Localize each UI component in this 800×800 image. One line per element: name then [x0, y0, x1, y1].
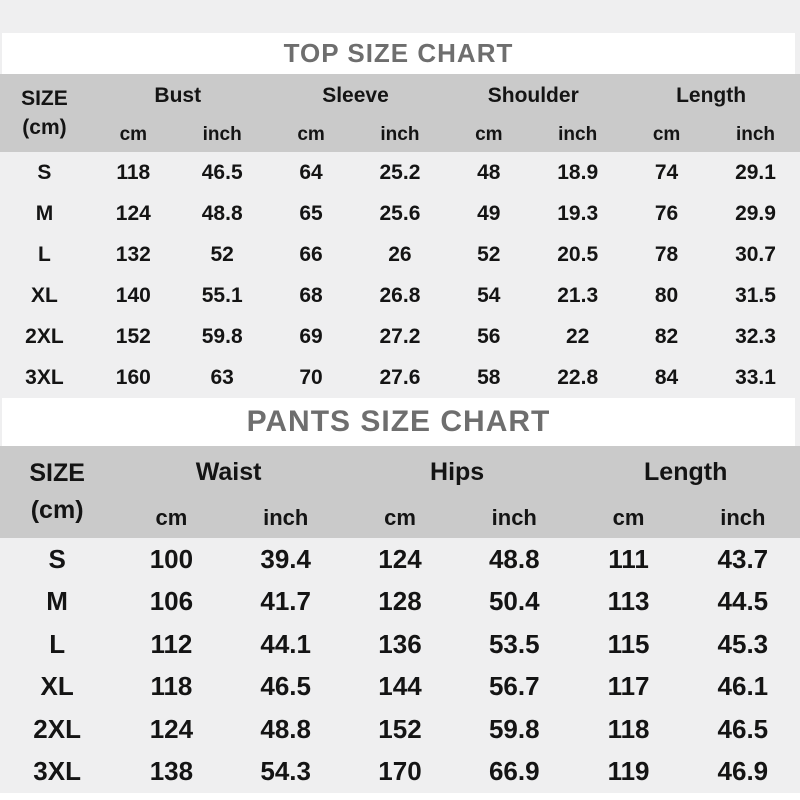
measurement-cell: 152 [115, 324, 151, 348]
measurement-cell: 46.5 [717, 713, 769, 744]
measurement-cell: 21.3 [557, 283, 599, 307]
group-header: Bust [89, 74, 267, 118]
measurement-cell: 25.6 [379, 201, 421, 225]
measurement-cell: 117 [607, 671, 650, 702]
measurement-cell: 160 [115, 365, 151, 389]
measurement-cell: 115 [607, 628, 650, 659]
measurement-cell: 48.8 [201, 201, 243, 225]
size-row-label: S [37, 160, 52, 184]
measurement-cell: 136 [378, 628, 422, 659]
size-row-label: 3XL [25, 365, 64, 389]
measurement-cell: 43.7 [717, 543, 769, 574]
measurement-cell: 128 [378, 586, 422, 617]
measurement-cell: 65 [299, 201, 323, 225]
unit-header-cm: cm [89, 118, 178, 152]
unit-header-inch: inch [457, 498, 571, 538]
measurement-cell: 56.7 [488, 671, 540, 702]
measurement-cell: 27.6 [379, 365, 421, 389]
measurement-cell: 69 [299, 324, 323, 348]
bottom-margin [0, 793, 800, 800]
measurement-cell: 78 [654, 242, 679, 266]
measurement-cell: 45.3 [717, 628, 769, 659]
measurement-cell: 50.4 [488, 586, 540, 617]
size-row-label: 2XL [33, 713, 81, 744]
measurement-cell: 46.1 [717, 671, 769, 702]
pants-size-table [0, 446, 800, 793]
top-margin [0, 0, 800, 33]
measurement-cell: 84 [654, 365, 679, 389]
measurement-cell: 41.7 [260, 586, 311, 617]
top-size-table [0, 74, 800, 398]
measurement-cell: 66.9 [488, 756, 540, 787]
measurement-cell: 118 [607, 713, 650, 744]
measurement-cell: 113 [607, 586, 650, 617]
measurement-cell: 124 [149, 713, 194, 744]
measurement-cell: 144 [378, 671, 422, 702]
pants-size-chart-section [0, 398, 800, 793]
measurement-cell: 19.3 [557, 201, 599, 225]
size-column-header [0, 446, 114, 538]
size-row-label: L [49, 628, 66, 659]
measurement-cell: 18.9 [557, 160, 599, 184]
measurement-cell: 44.1 [260, 628, 311, 659]
size-column-header-line2: (cm) [22, 116, 67, 139]
table-row [0, 666, 800, 709]
measurement-cell: 170 [378, 756, 422, 787]
measurement-cell: 100 [149, 543, 194, 574]
measurement-cell: 22.8 [557, 365, 599, 389]
measurement-cell: 132 [115, 242, 151, 266]
unit-header-cm: cm [114, 498, 228, 538]
table-row [0, 152, 800, 193]
size-column-header-line1: SIZE [29, 459, 85, 487]
unit-header-cm: cm [571, 498, 685, 538]
measurement-cell: 31.5 [735, 283, 776, 307]
measurement-cell: 48.8 [488, 543, 540, 574]
table-row [0, 623, 800, 666]
measurement-cell: 54.3 [260, 756, 311, 787]
measurement-cell: 26.8 [379, 283, 421, 307]
measurement-cell: 63 [210, 365, 234, 389]
unit-header-inch: inch [686, 498, 800, 538]
measurement-cell: 56 [477, 324, 501, 348]
measurement-cell: 80 [654, 283, 679, 307]
measurement-cell: 25.2 [379, 160, 421, 184]
measurement-cell: 27.2 [379, 324, 421, 348]
measurement-cell: 49 [477, 201, 501, 225]
size-row-label: XL [31, 283, 58, 307]
measurement-cell: 140 [115, 283, 151, 307]
measurement-cell: 138 [149, 756, 194, 787]
measurement-cell: 64 [299, 160, 323, 184]
measurement-cell: 55.1 [201, 283, 243, 307]
size-row-label: 3XL [33, 756, 81, 787]
measurement-cell: 82 [654, 324, 679, 348]
size-column-header [0, 74, 89, 152]
measurement-cell: 33.1 [735, 365, 776, 389]
size-row-label: M [35, 201, 54, 225]
measurement-cell: 58 [477, 365, 501, 389]
table-row [0, 581, 800, 624]
size-column-header-line1: SIZE [21, 87, 68, 110]
unit-header-inch: inch [356, 118, 445, 152]
unit-header-cm: cm [622, 118, 711, 152]
top-size-chart-section [0, 33, 800, 398]
group-header: Shoulder [444, 74, 622, 118]
measurement-cell: 124 [115, 201, 151, 225]
measurement-cell: 29.9 [735, 201, 776, 225]
unit-header-cm: cm [267, 118, 356, 152]
measurement-cell: 118 [150, 671, 193, 702]
measurement-cell: 66 [299, 242, 323, 266]
group-header: Hips [343, 446, 572, 498]
size-row-label: S [48, 543, 66, 574]
unit-header-inch: inch [711, 118, 800, 152]
measurement-cell: 22 [566, 324, 590, 348]
table-row [0, 751, 800, 794]
unit-header-cm: cm [444, 118, 533, 152]
size-row-label: XL [40, 671, 74, 702]
measurement-cell: 20.5 [557, 242, 599, 266]
measurement-cell: 26 [388, 242, 412, 266]
measurement-cell: 32.3 [735, 324, 776, 348]
measurement-cell: 54 [477, 283, 501, 307]
measurement-cell: 124 [378, 543, 422, 574]
size-column-header-line2: (cm) [30, 496, 84, 524]
measurement-cell: 59.8 [488, 713, 540, 744]
measurement-cell: 118 [116, 160, 151, 184]
pants-chart-title: PANTS SIZE CHART [246, 405, 551, 438]
group-header: Length [622, 74, 800, 118]
measurement-cell: 76 [654, 201, 679, 225]
table-row [0, 193, 800, 234]
table-row [0, 357, 800, 398]
measurement-cell: 70 [299, 365, 323, 389]
unit-header-inch: inch [178, 118, 267, 152]
measurement-cell: 46.5 [260, 671, 311, 702]
size-row-label: 2XL [25, 324, 64, 348]
group-header: Sleeve [267, 74, 445, 118]
measurement-cell: 74 [654, 160, 679, 184]
measurement-cell: 46.9 [717, 756, 769, 787]
unit-header-cm: cm [343, 498, 457, 538]
measurement-cell: 48.8 [260, 713, 311, 744]
measurement-cell: 52 [477, 242, 501, 266]
measurement-cell: 68 [299, 283, 323, 307]
measurement-cell: 119 [607, 756, 650, 787]
measurement-cell: 152 [378, 713, 422, 744]
measurement-cell: 53.5 [488, 628, 540, 659]
measurement-cell: 29.1 [735, 160, 776, 184]
group-header: Length [571, 446, 800, 498]
measurement-cell: 59.8 [201, 324, 243, 348]
measurement-cell: 39.4 [260, 543, 311, 574]
table-row [0, 275, 800, 316]
measurement-cell: 44.5 [717, 586, 769, 617]
size-row-label: L [38, 242, 51, 266]
unit-header-inch: inch [533, 118, 622, 152]
measurement-cell: 48 [477, 160, 501, 184]
measurement-cell: 112 [150, 628, 193, 659]
measurement-cell: 52 [210, 242, 234, 266]
table-row [0, 538, 800, 581]
measurement-cell: 46.5 [201, 160, 243, 184]
unit-header-inch: inch [229, 498, 343, 538]
table-row [0, 234, 800, 275]
measurement-cell: 111 [608, 543, 649, 574]
group-header: Waist [114, 446, 343, 498]
top-chart-title-band [2, 33, 795, 74]
top-chart-title: TOP SIZE CHART [283, 38, 514, 68]
size-row-label: M [46, 586, 68, 617]
measurement-cell: 30.7 [735, 242, 776, 266]
table-row [0, 316, 800, 357]
pants-chart-title-band [2, 398, 795, 446]
table-row [0, 708, 800, 751]
measurement-cell: 106 [149, 586, 194, 617]
